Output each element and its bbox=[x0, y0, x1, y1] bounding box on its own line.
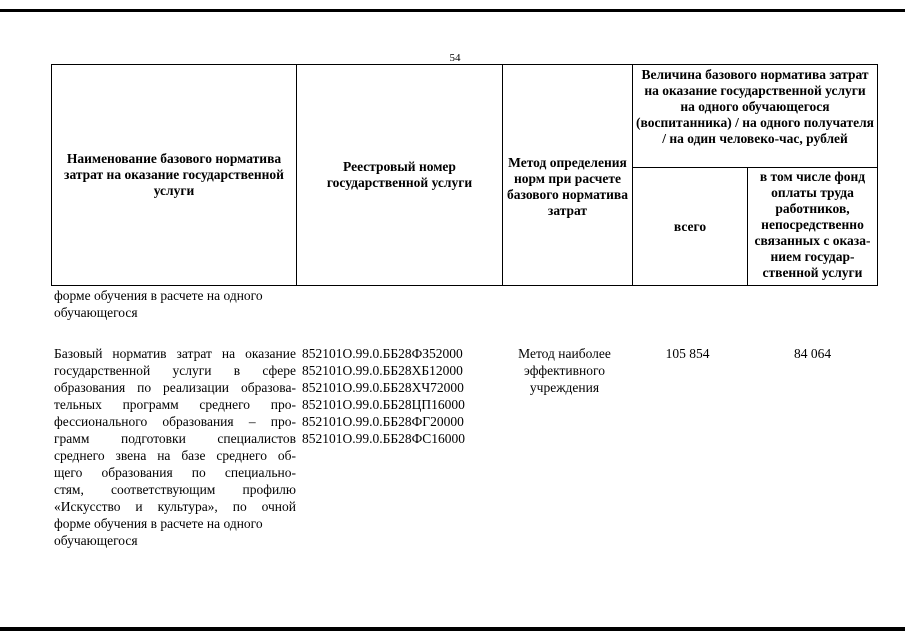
registry-code: 852101О.99.0.ББ28ФГ20000 bbox=[302, 414, 464, 429]
service-name-line: обучающегося bbox=[54, 533, 138, 548]
service-name-line: государственной услуги в сфере bbox=[54, 363, 296, 378]
header-registry-cell: Реестровый номер государственной услуги bbox=[297, 65, 503, 286]
service-name-line: стям, соответствующим профилю bbox=[54, 482, 296, 497]
header-including-cell: в том числе фонд оплаты труда работников, непосредственно связанных с оказа-нием государ-ственной услуги bbox=[748, 168, 878, 286]
service-name-line: фессионального образования – про- bbox=[54, 414, 296, 429]
page-number: 54 bbox=[449, 52, 461, 64]
header-table bbox=[51, 64, 878, 286]
header-method-cell: Метод определения норм при расчете базового норматива затрат bbox=[503, 65, 633, 286]
header-name-cell: Наименование базового норматива затрат на оказание государственной услуги bbox=[52, 65, 297, 286]
service-name-line: тельных программ среднего про- bbox=[54, 397, 296, 412]
service-name-text bbox=[54, 345, 296, 549]
service-name-line: «Искусство и культура», по очной bbox=[54, 499, 296, 514]
registry-code: 852101О.99.0.ББ28ХБ12000 bbox=[302, 363, 463, 378]
service-name-line: Базовый норматив затрат на оказание bbox=[54, 346, 296, 361]
service-name-line: грамм подготовки специалистов bbox=[54, 431, 296, 446]
method-text: Метод наиболее эффективного учреждения bbox=[518, 346, 611, 395]
service-name-line: образования по реализации образова- bbox=[54, 380, 296, 395]
service-name-line: щего образования по специально- bbox=[54, 465, 296, 480]
header-total-cell: всего bbox=[633, 168, 748, 286]
registry-code: 852101О.99.0.ББ28ФЗ52000 bbox=[302, 346, 463, 361]
service-name-line: форме обучения в расчете на одного bbox=[54, 516, 263, 531]
including-value: 84 064 bbox=[793, 346, 832, 361]
bottom-rule bbox=[0, 627, 905, 631]
header-value-cell: Величина базового норматива затрат на оказание государственной услуги на одного обучающегося (воспитанника) / на одного получателя / на один человеко-час, рублей bbox=[633, 65, 878, 168]
carryover-text: форме обучения в расчете на одного обучающегося bbox=[54, 288, 263, 320]
total-value: 105 854 bbox=[665, 346, 710, 361]
service-name-line: среднего звена на базе среднего об- bbox=[54, 448, 296, 463]
registry-codes bbox=[302, 345, 502, 447]
registry-code: 852101О.99.0.ББ28ХЧ72000 bbox=[302, 380, 464, 395]
registry-code: 852101О.99.0.ББ28ФС16000 bbox=[302, 431, 466, 446]
top-rule bbox=[0, 9, 905, 12]
registry-code: 852101О.99.0.ББ28ЦП16000 bbox=[302, 397, 465, 412]
